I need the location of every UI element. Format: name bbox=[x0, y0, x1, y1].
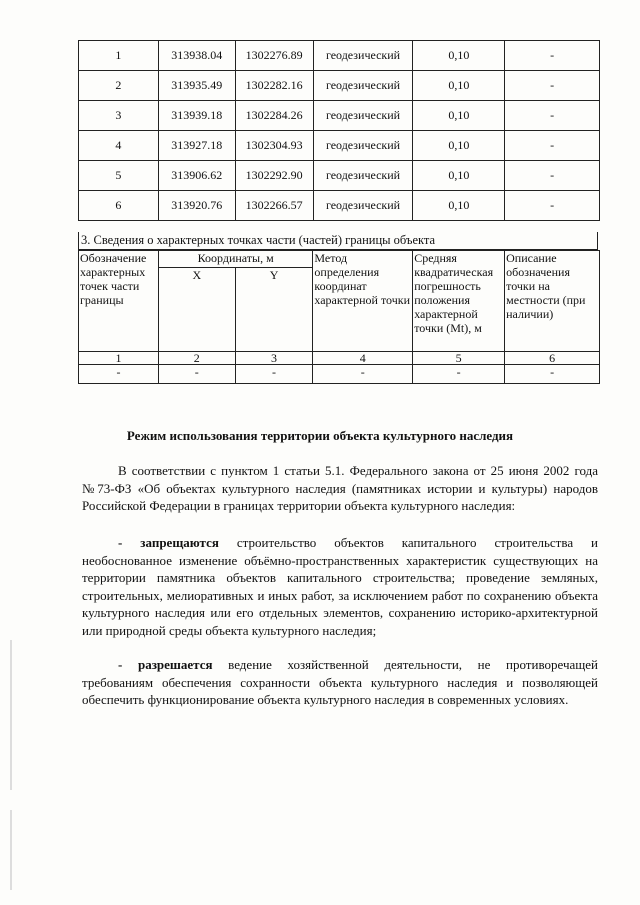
x-coordinate-cell: 313920.76 bbox=[158, 191, 235, 221]
table-row bbox=[79, 101, 600, 131]
point-number-cell: 2 bbox=[79, 71, 159, 101]
description-cell: - bbox=[505, 101, 600, 131]
x-coordinate-cell: 313938.04 bbox=[158, 41, 235, 71]
column-number: 5 bbox=[413, 352, 505, 365]
paragraph-intro: В соответствии с пунктом 1 статьи 5.1. Федерального закона от 25 июня 2002 года №73-ФЗ «Об объектах культурного наследия (памятниках истории и культуры) народов Российской Федерации в границах территории объекта культурного наследия: bbox=[82, 463, 598, 513]
table-row bbox=[79, 71, 600, 101]
description-cell: - bbox=[505, 71, 600, 101]
allowed-text: ведение хозяйственной деятельности, не противоречащей требованиям обеспечения сохранности объекта культурного наследия и позволяющей обеспечить функционирование объекта культурного наследия в современных условиях. bbox=[82, 657, 598, 707]
empty-cell: - bbox=[158, 365, 235, 384]
description-cell: - bbox=[505, 131, 600, 161]
method-cell: геодезический bbox=[313, 161, 413, 191]
mean-error-cell: 0,10 bbox=[413, 131, 505, 161]
y-coordinate-cell: 1302266.57 bbox=[235, 191, 313, 221]
point-number-cell: 4 bbox=[79, 131, 159, 161]
section-3-title: 3. Сведения о характерных точках части (частей) границы объекта bbox=[78, 232, 598, 250]
scan-margin-mark bbox=[10, 640, 12, 790]
mean-error-cell: 0,10 bbox=[413, 41, 505, 71]
y-coordinate-cell: 1302282.16 bbox=[235, 71, 313, 101]
column-number: 2 bbox=[158, 352, 235, 365]
part-points-table bbox=[78, 250, 600, 384]
column-number: 4 bbox=[313, 352, 413, 365]
y-coordinate-cell: 1302276.89 bbox=[235, 41, 313, 71]
x-coordinate-cell: 313906.62 bbox=[158, 161, 235, 191]
header-y: Y bbox=[235, 268, 313, 352]
table-row bbox=[79, 191, 600, 221]
mean-error-cell: 0,10 bbox=[413, 161, 505, 191]
method-cell: геодезический bbox=[313, 71, 413, 101]
method-cell: геодезический bbox=[313, 191, 413, 221]
point-number-cell: 6 bbox=[79, 191, 159, 221]
mean-error-cell: 0,10 bbox=[413, 191, 505, 221]
point-number-cell: 1 bbox=[79, 41, 159, 71]
coordinates-table bbox=[78, 40, 600, 221]
x-coordinate-cell: 313935.49 bbox=[158, 71, 235, 101]
empty-cell: - bbox=[313, 365, 413, 384]
x-coordinate-cell: 313939.18 bbox=[158, 101, 235, 131]
table-row bbox=[79, 131, 600, 161]
description-cell: - bbox=[505, 41, 600, 71]
scan-margin-mark bbox=[10, 810, 12, 890]
point-number-cell: 3 bbox=[79, 101, 159, 131]
empty-cell: - bbox=[79, 365, 159, 384]
header-point-label: Обозначение характерных точек части границы bbox=[79, 251, 159, 352]
description-cell: - bbox=[505, 161, 600, 191]
method-cell: геодезический bbox=[313, 131, 413, 161]
column-number: 3 bbox=[235, 352, 313, 365]
description-cell: - bbox=[505, 191, 600, 221]
method-cell: геодезический bbox=[313, 41, 413, 71]
column-number: 1 bbox=[79, 352, 159, 365]
mean-error-cell: 0,10 bbox=[413, 101, 505, 131]
header-mean-error: Средняя квадратическая погрешность положения характерной точки (Mt), м bbox=[413, 251, 505, 352]
section-heading: Режим использования территории объекта культурного наследия bbox=[126, 428, 514, 443]
prohibited-text: строительство объектов капитального строительства и необоснованное изменение объёмно-пространственных характеристик существующих на территории памятника объектов капитального строительства; проведение земляных, строительных, мелиоративных и иных работ, за исключением работ по сохранению объекта культурного наследия или его отдельных элементов, сохранению историко-архитектурной или природной среды объекта культурного наследия; bbox=[82, 535, 599, 638]
empty-cell: - bbox=[235, 365, 313, 384]
header-coordinates: Координаты, м bbox=[158, 251, 312, 268]
y-coordinate-cell: 1302292.90 bbox=[235, 161, 313, 191]
header-description: Описание обозначения точки на местности (при наличии) bbox=[505, 251, 600, 352]
y-coordinate-cell: 1302304.93 bbox=[235, 131, 313, 161]
mean-error-cell: 0,10 bbox=[413, 71, 505, 101]
allowed-label: - разрешается bbox=[118, 657, 213, 672]
point-number-cell: 5 bbox=[79, 161, 159, 191]
empty-cell: - bbox=[505, 365, 600, 384]
column-number: 6 bbox=[505, 352, 600, 365]
y-coordinate-cell: 1302284.26 bbox=[235, 101, 313, 131]
table-row bbox=[79, 161, 600, 191]
paragraph-allowed bbox=[82, 656, 598, 709]
empty-cell: - bbox=[413, 365, 505, 384]
prohibited-label: - запрещаются bbox=[118, 535, 219, 550]
table-row bbox=[79, 41, 600, 71]
paragraph-prohibited bbox=[82, 534, 598, 639]
header-x: X bbox=[158, 268, 235, 352]
x-coordinate-cell: 313927.18 bbox=[158, 131, 235, 161]
header-method: Метод определения координат характерной точки bbox=[313, 251, 413, 352]
method-cell: геодезический bbox=[313, 101, 413, 131]
